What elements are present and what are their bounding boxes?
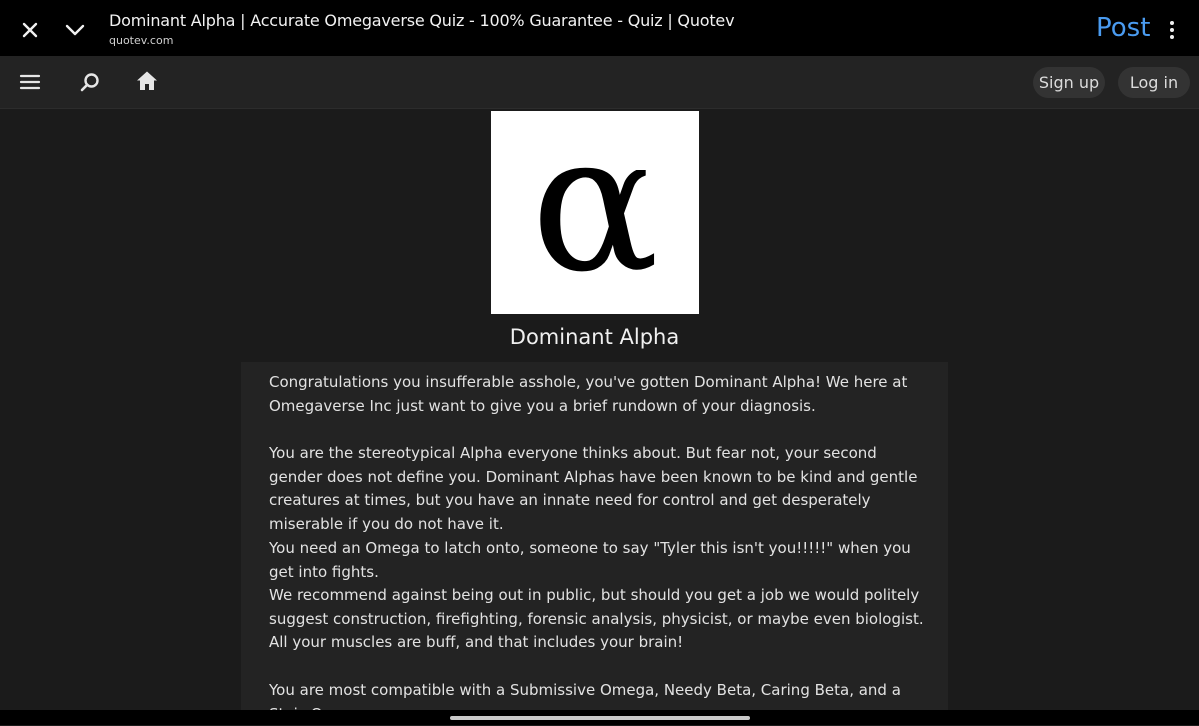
description-paragraph: You need an Omega to latch onto, someone to say "Tyler this isn't you!!!!!" when you get into fights. [269,539,911,581]
chevron-down-icon[interactable] [63,18,87,42]
home-icon[interactable] [135,69,159,93]
description-paragraph: Congratulations you insufferable asshole, you've gotten Dominant Alpha! We here at Omegaverse Inc just want to give you a brief rundown of your diagnosis. [269,373,908,415]
result-image [491,93,699,314]
description-paragraph: You are the stereotypical Alpha everyone thinks about. But fear not, your second gender does not define you. Dominant Alphas have been known to be kind and gentle creatures at times, but you have an innate need for control and get desperately miserable if you do not have it. [269,444,918,534]
log-in-button[interactable]: Log in [1118,67,1190,98]
close-icon[interactable] [18,18,42,42]
more-vertical-icon[interactable] [1160,18,1184,42]
search-icon[interactable] [78,70,102,94]
page-title-block [109,11,734,47]
home-indicator[interactable] [450,716,750,720]
svg-text:α: α [530,93,660,314]
post-button[interactable]: Post [1096,13,1151,43]
system-bottom-bar [0,710,1199,725]
description-paragraph: You are most compatible with a Submissive Omega, Needy Beta, Caring Beta, and a [269,681,901,699]
alpha-symbol-icon [491,93,699,314]
browser-top-bar [0,0,1199,56]
description-paragraph: We recommend against being out in public, but should you get a job we would politely suggest construction, firefighting, forensic analysis, physicist, or maybe even biologist. All your muscles are buff, and that includes your brain! [269,586,924,652]
menu-icon[interactable] [18,70,42,94]
page-title: Dominant Alpha | Accurate Omegaverse Quiz - 100% Guarantee - Quiz | Quotev [109,11,735,30]
page-domain: quotev.com [109,34,174,47]
sign-up-button[interactable]: Sign up [1033,67,1105,98]
result-description-card [241,362,948,712]
result-title: Dominant Alpha [509,325,680,349]
